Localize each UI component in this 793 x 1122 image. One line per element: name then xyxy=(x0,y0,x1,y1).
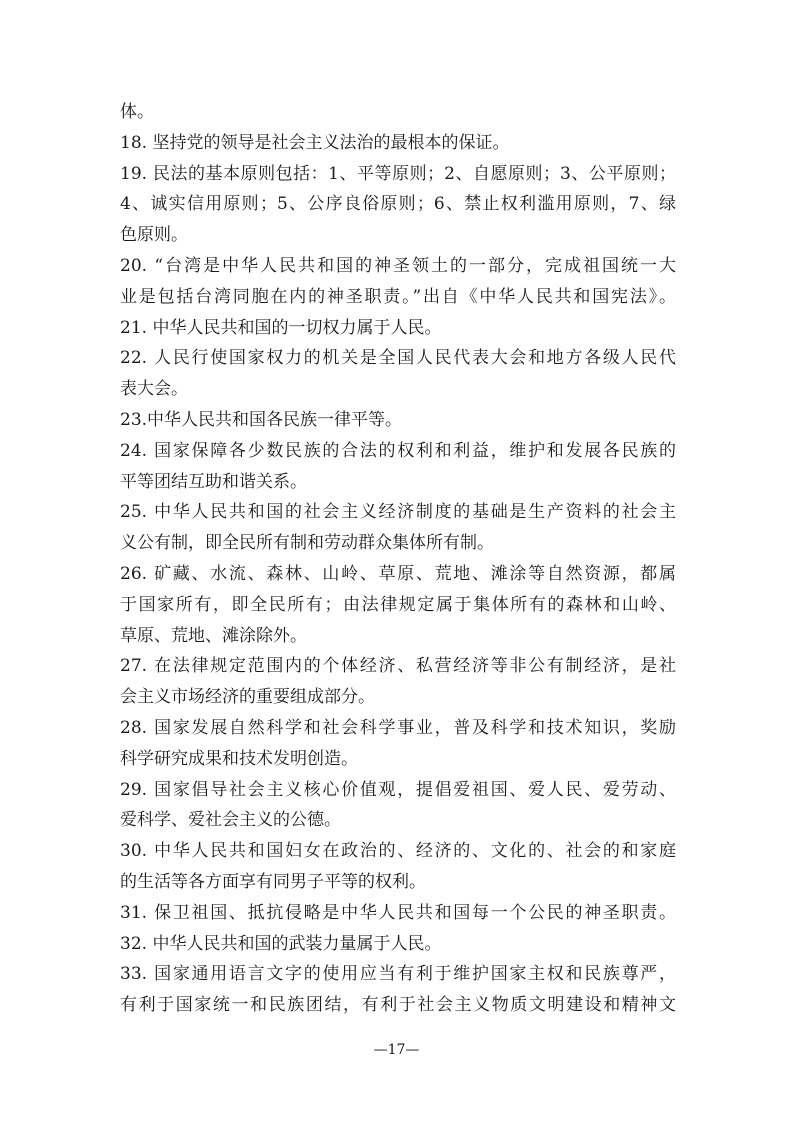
text-line: 业是包括台湾同胞在内的神圣职责。”出自《中华人民共和国宪法》。 xyxy=(120,286,676,307)
text-line: 义公有制，即全民所有制和劳动群众集体所有制。 xyxy=(120,533,494,554)
text-line: 科学研究成果和技术发明创造。 xyxy=(120,748,358,769)
text-line: 32. 中华人民共和国的武装力量属于人民。 xyxy=(120,933,442,954)
text-line: 4、诚实信用原则；5、公序良俗原则；6、禁止权利滥用原则，7、绿 xyxy=(120,194,676,215)
text-line: 色原则。 xyxy=(120,225,188,246)
text-line: 22. 人民行使国家权力的机关是全国人民代表大会和地方各级人民代 xyxy=(120,348,676,369)
text-line: 25. 中华人民共和国的社会主义经济制度的基础是生产资料的社会主 xyxy=(120,502,676,523)
text-line: 26. 矿藏、水流、森林、山岭、草原、荒地、滩涂等自然资源，都属 xyxy=(120,563,676,584)
text-line: 24. 国家保障各少数民族的合法的权利和利益，维护和发展各民族的 xyxy=(120,440,676,461)
text-line: 18. 坚持党的领导是社会主义法治的最根本的保证。 xyxy=(120,132,510,153)
text-line: 19. 民法的基本原则包括：1、平等原则；2、自愿原则；3、公平原则； xyxy=(120,163,676,184)
text-line: 体。 xyxy=(120,102,154,122)
text-line: 27. 在法律规定范围内的个体经济、私营经济等非公有制经济，是社 xyxy=(120,656,676,677)
text-line: 有利于国家统一和民族团结，有利于社会主义物质文明建设和精神文 xyxy=(120,995,676,1016)
text-line: 表大会。 xyxy=(120,379,188,400)
text-line: 28. 国家发展自然科学和社会科学事业，普及科学和技术知识，奖励 xyxy=(120,717,676,738)
text-line: 33. 国家通用语言文字的使用应当有利于维护国家主权和民族尊严， xyxy=(120,964,676,985)
text-line: 爱科学、爱社会主义的公德。 xyxy=(120,810,341,831)
text-line: 31. 保卫祖国、抵抗侵略是中华人民共和国每一个公民的神圣职责。 xyxy=(120,902,676,923)
text-line: 草原、荒地、滩涂除外。 xyxy=(120,625,307,646)
page-number: —17— xyxy=(373,1042,420,1058)
text-line: 的生活等各方面享有同男子平等的权利。 xyxy=(120,871,426,892)
text-line: 20. “台湾是中华人民共和国的神圣领土的一部分，完成祖国统一大 xyxy=(120,255,676,276)
text-line: 21. 中华人民共和国的一切权力属于人民。 xyxy=(120,317,442,338)
text-line: 29. 国家倡导社会主义核心价值观，提倡爱祖国、爱人民、爱劳动、 xyxy=(120,779,676,800)
text-line: 23.中华人民共和国各民族一律平等。 xyxy=(120,409,403,430)
document-body xyxy=(120,97,676,1021)
text-line: 30. 中华人民共和国妇女在政治的、经济的、文化的、社会的和家庭 xyxy=(120,841,676,862)
text-line: 于国家所有，即全民所有；由法律规定属于集体所有的森林和山岭、 xyxy=(120,594,676,615)
text-line: 平等团结互助和谐关系。 xyxy=(120,471,307,492)
text-line: 会主义市场经济的重要组成部分。 xyxy=(120,687,375,708)
